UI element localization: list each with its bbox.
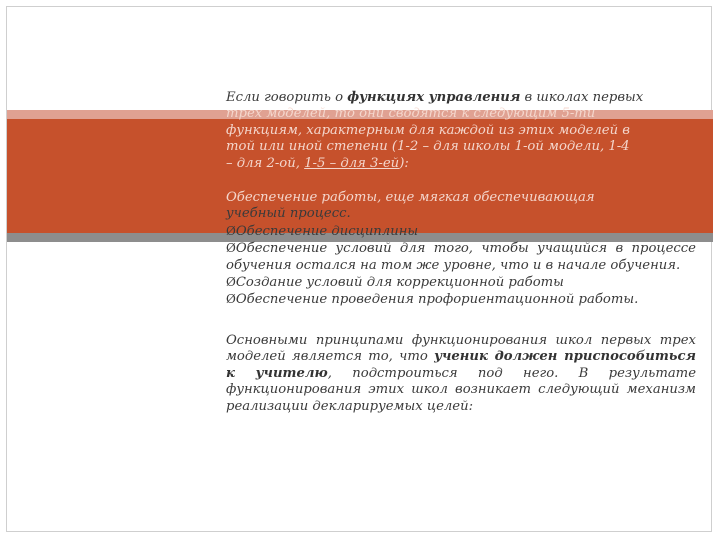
intro-lead: Если говорить о: [226, 90, 348, 105]
intro-line-4: той или иной степени (1-2 – для школы 1-ой модели, 1-4: [226, 139, 630, 155]
intro-line-2: трех моделей, то они сводятся к следующим 5-ти: [226, 106, 596, 122]
intro-rest: в школах первых: [520, 90, 644, 105]
slide-title: Вывод: [300, 28, 427, 69]
bullet-item: ØОбеспечение проведения профориентационной работы.: [226, 292, 639, 308]
spacer: [226, 172, 696, 190]
intro-line-3: функциям, характерным для каждой из этих моделей в: [226, 122, 630, 138]
bullet-item: ØОбеспечение дисциплины: [226, 223, 419, 239]
intro-line-5: – для 2-ой, 1-5 – для 3-ей):: [226, 155, 409, 171]
item-1-line-2: учебный процесс.: [226, 206, 351, 222]
paragraph-conclusion: Основными принципами функционирования школ первых трех моделей является то, что ученик должен приспособиться к учителю, подстроиться под него. В результате функционирования этих школ возникает следующий механизм реализации декларируемых целей:: [226, 332, 696, 414]
spacer: [226, 309, 696, 333]
arrow-bullet-icon: Ø: [226, 223, 236, 238]
intro-bold: функциях управления: [347, 90, 521, 105]
arrow-bullet-icon: Ø: [226, 275, 236, 290]
bullet-item: ØСоздание условий для коррекционной работы: [226, 275, 564, 291]
conclusion-bold: ученик должен приспособиться к учителю: [226, 349, 696, 381]
arrow-bullet-icon: Ø: [226, 292, 236, 307]
arrow-bullet-icon: Ø: [226, 241, 236, 256]
bullet-item: ØОбеспечение условий для того, чтобы учащийся в процессе обучения остался на том же уровне, что и в начале обучения.: [226, 241, 696, 273]
band-text: [226, 106, 696, 206]
item-1-line-1: Обеспечение работы, еще мягкая обеспечивающая: [226, 190, 595, 206]
paragraph-intro: [226, 90, 696, 106]
slide-content: [226, 90, 696, 415]
